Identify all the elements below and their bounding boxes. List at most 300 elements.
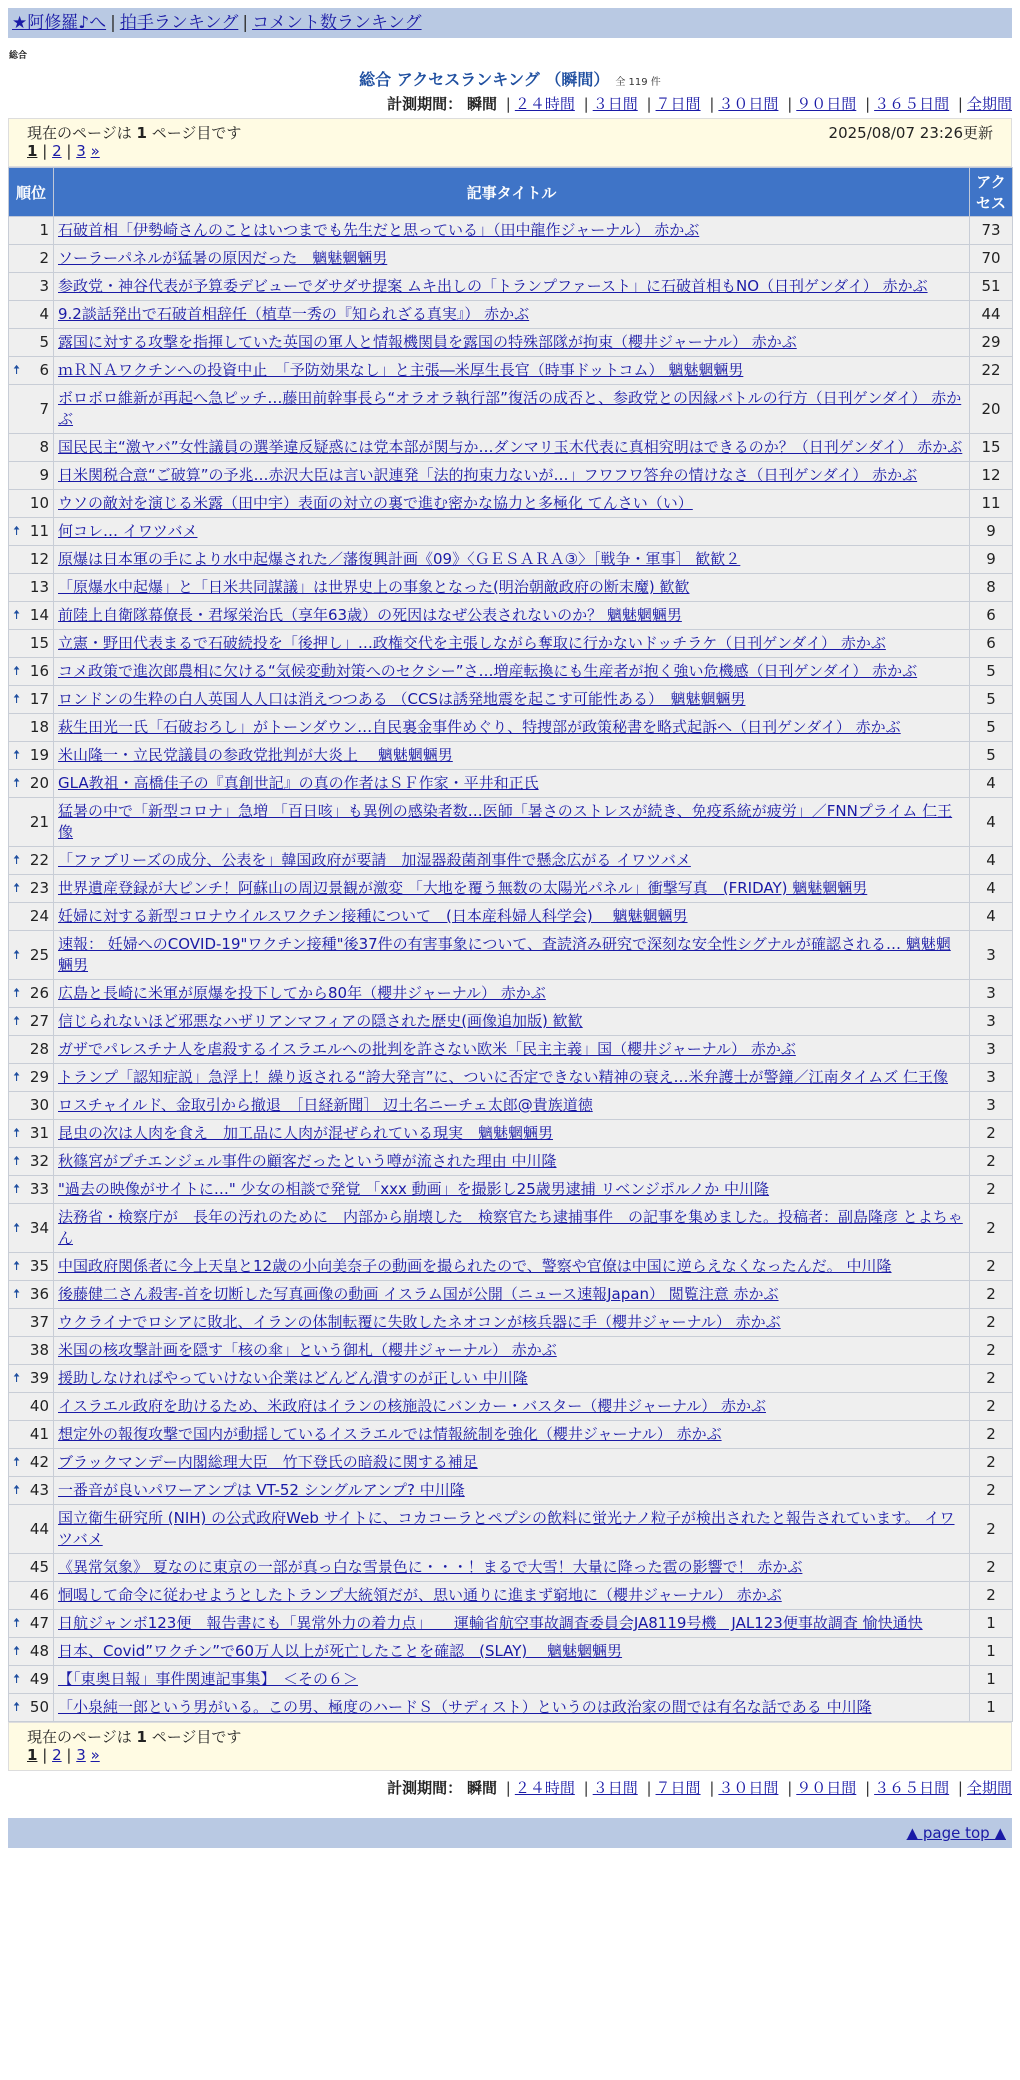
up-arrow-icon: 🠅 (13, 1371, 21, 1386)
title-cell (54, 217, 970, 245)
title-cell (54, 1064, 970, 1092)
rank-cell (9, 385, 54, 434)
rank-number: 3 (39, 277, 49, 295)
article-link[interactable]: 【「東奥日報」事件関連記事集】 ＜その６＞ (58, 1670, 359, 1688)
article-link[interactable]: イスラエル政府を助けるため、米政府はイランの核施設にバンカー・バスター（櫻井ジャーナル） 赤かぶ (58, 1397, 766, 1415)
access-count: 3 (970, 1036, 1013, 1064)
table-header-row (9, 168, 1013, 217)
access-count: 73 (970, 217, 1013, 245)
access-count: 2 (970, 1421, 1013, 1449)
rank-cell (9, 1610, 54, 1638)
article-link[interactable]: 「原爆水中起爆」と「日米共同謀議」は世界史上の事象となった(明治朝敵政府の断末魔) 歓歓 (58, 578, 690, 596)
access-count: 3 (970, 980, 1013, 1008)
table-row (9, 245, 1013, 273)
article-link[interactable]: 「ファブリーズの成分、公表を」韓国政府が要請 加湿器殺菌剤事件で懸念広がる イワツバメ (58, 851, 691, 869)
table-row (9, 798, 1013, 847)
article-link[interactable]: 国立衛生研究所 (NIH) の公式政府Web サイトに、コカコーラとペプシの飲料に蛍光ナノ粒子が検出されたと報告されています。 イワツバメ (58, 1509, 955, 1548)
applause-ranking-link[interactable]: 拍手ランキング (119, 13, 239, 33)
access-count: 2 (970, 1176, 1013, 1204)
title-cell (54, 574, 970, 602)
up-arrow-icon: 🠅 (13, 1287, 21, 1302)
rank-cell (9, 1554, 54, 1582)
article-link[interactable]: 前陸上自衛隊幕僚長・君塚栄治氏（享年63歳）の死因はなぜ公表されないのか？ 魑魅魍魎男 (58, 606, 682, 624)
table-row (9, 273, 1013, 301)
rank-number: 10 (29, 494, 49, 512)
rank-cell (9, 1176, 54, 1204)
access-count: 15 (970, 434, 1013, 462)
article-link[interactable]: ロスチャイルド、金取引から撤退 ［日経新聞］ 辺土名ニーチェ太郎@貴族道徳 (58, 1096, 593, 1114)
table-row (9, 462, 1013, 490)
access-count: 1 (970, 1666, 1013, 1694)
table-row (9, 931, 1013, 980)
table-row (9, 434, 1013, 462)
article-link[interactable]: 日本、Covid”ワクチン”で60万人以上が死亡したことを確認 (SLAY) 魑魅魍魎男 (58, 1642, 623, 1660)
access-count: 4 (970, 798, 1013, 847)
title-cell (54, 714, 970, 742)
table-row (9, 518, 1013, 546)
table-row (9, 742, 1013, 770)
article-link[interactable]: 萩生田光一氏「石破おろし」がトーンダウン…自民裏金事件めぐり、特捜部が政策秘書を略式起訴へ（日刊ゲンダイ） 赤かぶ (58, 718, 901, 736)
article-link[interactable]: 一番音が良いパワーアンプは VT-52 シングルアンプ? 中川隆 (58, 1481, 465, 1499)
rank-cell (9, 1694, 54, 1722)
title-cell (54, 329, 970, 357)
access-count: 2 (970, 1309, 1013, 1337)
rank-cell (9, 798, 54, 847)
up-arrow-icon: 🠅 (13, 1455, 21, 1470)
up-arrow-icon: 🠅 (13, 1644, 21, 1659)
ranking-table (8, 167, 1013, 1722)
article-link[interactable]: 昆虫の次は人肉を食え 加工品に人肉が混ぜられている現実 魑魅魍魎男 (58, 1124, 554, 1142)
rank-number: 45 (29, 1558, 49, 1576)
table-row (9, 903, 1013, 931)
article-link[interactable]: ガザでパレスチナ人を虐殺するイスラエルへの批判を許さない欧米「民主主義」国（櫻井ジャーナル） 赤かぶ (58, 1040, 796, 1058)
access-count: 1 (970, 1694, 1013, 1722)
article-link[interactable]: 原爆は日本軍の手により水中起爆された／藩復興計画《09》〈ＧＥＳＡＲＡ③〉［戦争・軍事］ 歓歓２ (58, 550, 741, 568)
period-365d[interactable]: ３６５日間 (874, 1779, 950, 1797)
up-arrow-icon: 🠅 (13, 1126, 21, 1141)
table-row (9, 847, 1013, 875)
page-status: 現在のページは 1 ページ目です (27, 124, 242, 142)
rank-cell (9, 686, 54, 714)
table-row (9, 1421, 1013, 1449)
rank-number: 14 (29, 606, 49, 624)
article-link[interactable]: 米山隆一・立民党議員の参政党批判が大炎上 魑魅魍魎男 (58, 746, 453, 764)
title-cell (54, 630, 970, 658)
rank-cell (9, 574, 54, 602)
title-cell (54, 931, 970, 980)
access-count: 9 (970, 546, 1013, 574)
rank-column-header: 順位 (9, 168, 54, 217)
period-3d[interactable]: ３日間 (592, 95, 638, 113)
access-count: 11 (970, 490, 1013, 518)
rank-number: 2 (39, 249, 49, 267)
access-count: 29 (970, 329, 1013, 357)
article-link[interactable]: GLA教祖・高橋佳子の『真創世記』の真の作者はＳＦ作家・平井和正氏 (58, 774, 539, 792)
table-row (9, 1204, 1013, 1253)
rank-cell (9, 490, 54, 518)
rank-number: 38 (29, 1341, 49, 1359)
article-link[interactable]: 秋篠宮がプチエンジェル事件の顧客だったという噂が流された理由 中川隆 (58, 1152, 557, 1170)
article-link[interactable]: 立憲・野田代表まるで石破続投を「後押し」…政権交代を主張しながら奪取に行かないドッチラケ（日刊ゲンダイ） 赤かぶ (58, 634, 886, 652)
rank-cell (9, 1204, 54, 1253)
rank-number: 18 (29, 718, 49, 736)
access-count: 5 (970, 714, 1013, 742)
rank-number: 7 (39, 399, 49, 418)
title-cell (54, 1365, 970, 1393)
rank-number: 9 (39, 466, 49, 484)
article-link[interactable]: トランプ「認知症説」急浮上！繰り返される“誇大発言”に、ついに否定できない精神の衰え…米弁護士が警鐘／江南タイムズ 仁王像 (58, 1068, 949, 1086)
table-row (9, 1253, 1013, 1281)
rank-number: 30 (29, 1096, 49, 1114)
period-current: 瞬間 (466, 95, 497, 113)
title-cell (54, 1036, 970, 1064)
table-row (9, 1610, 1013, 1638)
period-90d[interactable]: ９０日間 (796, 1779, 857, 1797)
up-arrow-icon: 🠅 (13, 776, 21, 791)
rank-cell (9, 1337, 54, 1365)
article-link[interactable]: 何コレ… イワツバメ (58, 522, 198, 540)
article-link[interactable]: 速報： 妊婦へのCOVID-19"ワクチン接種"後37件の有害事象について、査読済み研究で深刻な安全性シグナルが確認される… 魑魅魍魎男 (58, 935, 951, 974)
article-link[interactable]: 世界遺産登録が大ピンチ！阿蘇山の周辺景観が激変 「大地を覆う無数の太陽光パネル」衝撃写真 (FRIDAY) 魑魅魍魎男 (58, 879, 868, 897)
next-page-link[interactable]: » (90, 1746, 100, 1764)
title-cell (54, 1393, 970, 1421)
title-cell (54, 1694, 970, 1722)
up-arrow-icon: 🠅 (13, 947, 21, 963)
rank-number: 27 (29, 1012, 49, 1030)
rank-cell (9, 602, 54, 630)
access-count: 22 (970, 357, 1013, 385)
title-cell (54, 1281, 970, 1309)
up-arrow-icon: 🠅 (13, 986, 21, 1001)
table-row (9, 1092, 1013, 1120)
access-count: 4 (970, 770, 1013, 798)
rank-cell (9, 980, 54, 1008)
access-count: 20 (970, 385, 1013, 434)
period-current: 瞬間 (466, 1779, 497, 1797)
article-link[interactable]: 後藤健二さん殺害-首を切断した写真画像の動画 イスラム国が公開（ニュース速報Japan） 閲覧注意 赤かぶ (58, 1285, 779, 1303)
rank-cell (9, 1092, 54, 1120)
access-count: 4 (970, 875, 1013, 903)
article-link[interactable]: 日航ジャンボ123便 報告書にも「異常外力の着力点」 運輸省航空事故調査委員会JA8119号機 JAL123便事故調査 愉快通快 (58, 1614, 923, 1632)
rank-number: 32 (29, 1152, 49, 1170)
table-row (9, 329, 1013, 357)
rank-number: 35 (29, 1257, 49, 1275)
rank-number: 20 (29, 774, 49, 792)
page-1-current: 1 (27, 142, 38, 160)
access-count: 3 (970, 1064, 1013, 1092)
rank-cell (9, 1638, 54, 1666)
rank-cell (9, 462, 54, 490)
page-1-current: 1 (27, 1746, 38, 1764)
access-count: 3 (970, 1092, 1013, 1120)
table-row (9, 1120, 1013, 1148)
rank-cell (9, 1365, 54, 1393)
ranking-title: 総合 アクセスランキング （瞬間） (359, 70, 610, 89)
title-cell (54, 1337, 970, 1365)
up-arrow-icon: 🠅 (13, 363, 21, 378)
rank-number: 12 (29, 550, 49, 568)
article-link[interactable]: 露国に対する攻撃を指揮していた英国の軍人と情報機関員を露国の特殊部隊が拘束（櫻井ジャーナル） 赤かぶ (58, 333, 797, 351)
rank-number: 15 (29, 634, 49, 652)
rank-number: 16 (29, 662, 49, 680)
page-top-link[interactable]: ▲ page top ▲ (906, 1824, 1006, 1842)
table-row (9, 602, 1013, 630)
rank-number: 37 (29, 1313, 49, 1331)
article-link[interactable]: ボロボロ維新が再起へ急ピッチ…藤田前幹事長ら“オラオラ執行部”復活の成否と、参政党との因縁バトルの行方（日刊ゲンダイ） 赤かぶ (58, 389, 962, 428)
table-row (9, 1036, 1013, 1064)
title-cell (54, 1008, 970, 1036)
table-row (9, 385, 1013, 434)
article-link[interactable]: ウソの敵対を演じる米露（田中宇）表面の対立の裏で進む密かな協力と多極化 てんさい（い） (58, 494, 693, 512)
table-row (9, 1064, 1013, 1092)
period-30d[interactable]: ３０日間 (718, 1779, 779, 1797)
table-row (9, 546, 1013, 574)
ranking-rows (9, 217, 1013, 1722)
title-cell (54, 1176, 970, 1204)
period-7d[interactable]: ７日間 (655, 1779, 701, 1797)
article-link[interactable]: 米国の核攻撃計画を隠す「核の傘」という御札（櫻井ジャーナル） 赤かぶ (58, 1341, 557, 1359)
title-cell (54, 462, 970, 490)
period-7d[interactable]: ７日間 (655, 95, 701, 113)
rank-cell (9, 1393, 54, 1421)
article-link[interactable]: 石破首相「伊勢崎さんのことはいつまでも先生だと思っている」（田中龍作ジャーナル） 赤かぶ (58, 221, 700, 239)
article-link[interactable]: ブラックマンデー内閣総理大臣 竹下登氏の暗殺に関する補足 (58, 1453, 478, 1471)
category-label: 総合 (9, 51, 28, 61)
title-cell (54, 847, 970, 875)
period-selector-bottom: 計測期間： 瞬間 | ２４時間 | ３日間 | ７日間 | ３０日間 | ９０日間 | ３６５日間 | 全期間 (387, 1779, 1012, 1797)
access-count: 2 (970, 1449, 1013, 1477)
table-row (9, 1505, 1013, 1554)
article-link[interactable]: 参政党・神谷代表が予算委デビューでダサダサ提案 ムキ出しの「トランプファースト」に石破首相もNO（日刊ゲンダイ） 赤かぶ (58, 277, 928, 295)
rank-number: 19 (29, 746, 49, 764)
title-cell (54, 602, 970, 630)
up-arrow-icon: 🠅 (13, 1616, 21, 1631)
rank-number: 49 (29, 1670, 49, 1688)
access-count: 3 (970, 1008, 1013, 1036)
access-count: 2 (970, 1554, 1013, 1582)
rank-cell (9, 1148, 54, 1176)
access-count: 2 (970, 1393, 1013, 1421)
access-count: 70 (970, 245, 1013, 273)
access-count: 5 (970, 742, 1013, 770)
article-link[interactable]: 信じられないほど邪悪なハザリアンマフィアの隠された歴史(画像追加版) 歓歓 (58, 1012, 583, 1030)
rank-number: 24 (29, 907, 49, 925)
rank-number: 21 (29, 812, 49, 831)
article-link[interactable]: ウクライナでロシアに敗北、イランの体制転覆に失敗したネオコンが核兵器に手（櫻井ジャーナル） 赤かぶ (58, 1313, 781, 1331)
rank-cell (9, 357, 54, 385)
article-link[interactable]: 妊婦に対する新型コロナウイルスワクチン接種について (日本産科婦人科学会) 魑魅魍魎男 (58, 907, 688, 925)
rank-number: 11 (29, 522, 49, 540)
title-cell (54, 1638, 970, 1666)
rank-number: 8 (39, 438, 49, 456)
rank-number: 48 (29, 1642, 49, 1660)
rank-cell (9, 903, 54, 931)
period-90d[interactable]: ９０日間 (796, 95, 857, 113)
rank-number: 25 (29, 945, 49, 964)
article-link[interactable]: 広島と長崎に米軍が原爆を投下してから80年（櫻井ジャーナル） 赤かぶ (58, 984, 546, 1002)
page-2-link[interactable]: 2 (52, 1746, 62, 1764)
title-cell (54, 1449, 970, 1477)
title-cell (54, 1582, 970, 1610)
rank-number: 40 (29, 1397, 49, 1415)
footer-bar (8, 1818, 1012, 1848)
title-cell (54, 301, 970, 329)
rank-number: 5 (39, 333, 49, 351)
title-cell (54, 434, 970, 462)
rank-number: 29 (29, 1068, 49, 1086)
article-link[interactable]: 中国政府関係者に今上天皇と12歳の小向美奈子の動画を撮られたので、警察や官僚は中国に逆らえなくなったんだ。 中川隆 (58, 1257, 892, 1275)
title-cell (54, 1253, 970, 1281)
period-label: 計測期間： (387, 1779, 463, 1797)
access-count: 3 (970, 931, 1013, 980)
title-cell (54, 1120, 970, 1148)
article-link[interactable]: 9.2談話発出で石破首相辞任（植草一秀の『知られざる真実』） 赤かぶ (58, 305, 530, 323)
period-30d[interactable]: ３０日間 (718, 95, 779, 113)
page-2-link[interactable]: 2 (52, 142, 62, 160)
article-link[interactable]: 日米関税合意“ご破算”の予兆…赤沢大臣は言い訳連発「法的拘束力ないが…」フワフワ答弁の情けなさ（日刊ゲンダイ） 赤かぶ (58, 466, 918, 484)
up-arrow-icon: 🠅 (13, 1672, 21, 1687)
access-count: 51 (970, 273, 1013, 301)
access-count: 4 (970, 903, 1013, 931)
rank-cell (9, 1036, 54, 1064)
table-row (9, 1008, 1013, 1036)
up-arrow-icon: 🠅 (13, 1070, 21, 1085)
access-count: 5 (970, 658, 1013, 686)
period-all[interactable]: 全期間 (966, 1779, 1012, 1797)
rank-number: 1 (39, 221, 49, 239)
table-row (9, 630, 1013, 658)
article-link[interactable]: 恫喝して命令に従わせようとしたトランプ大統領だが、思い通りに進まず窮地に（櫻井ジャーナル） 赤かぶ (58, 1586, 782, 1604)
article-link[interactable]: ソーラーパネルが猛暑の原因だった 魑魅魍魎男 (58, 249, 388, 267)
period-3d[interactable]: ３日間 (592, 1779, 638, 1797)
up-arrow-icon: 🠅 (13, 1014, 21, 1029)
title-cell (54, 1477, 970, 1505)
comment-ranking-link[interactable]: コメント数ランキング (252, 13, 422, 33)
rank-cell (9, 434, 54, 462)
rank-number: 46 (29, 1586, 49, 1604)
page-3-link[interactable]: 3 (76, 142, 86, 160)
table-row (9, 658, 1013, 686)
access-count: 1 (970, 1610, 1013, 1638)
title-column-header: 記事タイトル (54, 168, 970, 217)
title-cell (54, 357, 970, 385)
period-365d[interactable]: ３６５日間 (874, 95, 950, 113)
title-cell (54, 1666, 970, 1694)
updated-timestamp: 2025/08/07 23:26更新 (828, 124, 993, 142)
article-link[interactable]: ｍＲＮＡワクチンへの投資中止 「予防効果なし」と主張―米厚生長官（時事ドットコム） 魑魅魍魎男 (58, 361, 744, 379)
pager-top: 現在のページは 1 ページ目です 2025/08/07 23:26更新 1 | 2 | 3 » (8, 118, 1012, 167)
home-link[interactable]: ★阿修羅♪へ (12, 13, 107, 33)
title-cell (54, 742, 970, 770)
table-row (9, 217, 1013, 245)
article-link[interactable]: 法務省・検察庁が 長年の汚れのために 内部から崩壊した 検察官たち逮捕事件 の記事を集めました。投稿者：副島隆彦 とよちゃん (58, 1208, 963, 1247)
total-count: 全 119 件 (615, 77, 661, 88)
rank-cell (9, 630, 54, 658)
article-link[interactable]: コメ政策で進次郎農相に欠ける“気候変動対策へのセクシー”さ…増産転換にも生産者が抱く強い危機感（日刊ゲンダイ） 赤かぶ (58, 662, 918, 680)
article-link[interactable]: 猛暑の中で「新型コロナ」急増 「百日咳」も異例の感染者数…医師「暑さのストレスが続き、免疫系統が疲労」／FNNプライム 仁王像 (58, 802, 953, 841)
access-count: 4 (970, 847, 1013, 875)
table-row (9, 1309, 1013, 1337)
table-row (9, 686, 1013, 714)
rank-number: 6 (39, 361, 49, 379)
rank-cell (9, 273, 54, 301)
access-count: 2 (970, 1337, 1013, 1365)
access-count: 2 (970, 1505, 1013, 1554)
rank-number: 13 (29, 578, 49, 596)
period-24h[interactable]: ２４時間 (514, 1779, 575, 1797)
up-arrow-icon: 🠅 (13, 1483, 21, 1498)
table-row (9, 875, 1013, 903)
rank-cell (9, 546, 54, 574)
rank-number: 26 (29, 984, 49, 1002)
article-link[interactable]: ロンドンの生粋の白人英国人人口は消えつつある （CCSは誘発地震を起こす可能性ある） 魑魅魍魎男 (58, 690, 746, 708)
access-count: 6 (970, 602, 1013, 630)
title-cell (54, 1204, 970, 1253)
period-24h[interactable]: ２４時間 (514, 95, 575, 113)
rank-cell (9, 1064, 54, 1092)
rank-cell (9, 1253, 54, 1281)
rank-number: 39 (29, 1369, 49, 1387)
up-arrow-icon: 🠅 (13, 1700, 21, 1715)
access-count: 2 (970, 1477, 1013, 1505)
rank-number: 28 (29, 1040, 49, 1058)
rank-cell (9, 847, 54, 875)
rank-cell (9, 1477, 54, 1505)
article-link[interactable]: 「小泉純一郎という男がいる。この男、極度のハードＳ（サディスト）というのは政治家の間では有名な話である 中川隆 (58, 1698, 872, 1716)
table-row (9, 1148, 1013, 1176)
period-label: 計測期間： (387, 95, 463, 113)
up-arrow-icon: 🠅 (13, 1259, 21, 1274)
up-arrow-icon: 🠅 (13, 881, 21, 896)
access-count: 2 (970, 1148, 1013, 1176)
article-link[interactable]: 《異常気象》 夏なのに東京の一部が真っ白な雪景色に・・・！まるで大雪！大量に降った雹の影響で！ 赤かぶ (58, 1558, 803, 1576)
next-page-link[interactable]: » (90, 142, 100, 160)
rank-cell (9, 658, 54, 686)
title-cell (54, 245, 970, 273)
access-count: 1 (970, 1638, 1013, 1666)
article-link[interactable]: 国民民主“激ヤバ”女性議員の選挙違反疑惑には党本部が関与か…ダンマリ玉木代表に真相究明はできるのか？（日刊ゲンダイ） 赤かぶ (58, 438, 963, 456)
top-nav-bar (8, 8, 1012, 38)
nav-separator: | (110, 13, 116, 33)
access-column-header: アクセス (970, 168, 1013, 217)
period-all[interactable]: 全期間 (966, 95, 1012, 113)
rank-number: 42 (29, 1453, 49, 1471)
title-cell (54, 1610, 970, 1638)
table-row (9, 301, 1013, 329)
rank-cell (9, 1449, 54, 1477)
nav-separator: | (242, 13, 249, 33)
page-3-link[interactable]: 3 (76, 1746, 86, 1764)
up-arrow-icon: 🠅 (13, 853, 21, 868)
rank-cell (9, 742, 54, 770)
title-cell (54, 1148, 970, 1176)
title-cell (54, 1421, 970, 1449)
rank-cell (9, 714, 54, 742)
up-arrow-icon: 🠅 (13, 1154, 21, 1169)
rank-number: 41 (29, 1425, 49, 1443)
table-row (9, 1638, 1013, 1666)
rank-number: 17 (29, 690, 49, 708)
rank-cell (9, 931, 54, 980)
title-cell (54, 546, 970, 574)
access-count: 8 (970, 574, 1013, 602)
article-link[interactable]: 援助しなければやっていけない企業はどんどん潰すのが正しい 中川隆 (58, 1369, 528, 1387)
table-row (9, 1365, 1013, 1393)
up-arrow-icon: 🠅 (13, 1182, 21, 1197)
article-link[interactable]: 想定外の報復攻撃で国内が動揺しているイスラエルでは情報統制を強化（櫻井ジャーナル） 赤かぶ (58, 1425, 722, 1443)
article-link[interactable]: "過去の映像がサイトに…" 少女の相談で発覚 「xxx 動画」を撮影し25歳男逮捕 リベンジポルノか 中川隆 (58, 1180, 770, 1198)
table-row (9, 490, 1013, 518)
